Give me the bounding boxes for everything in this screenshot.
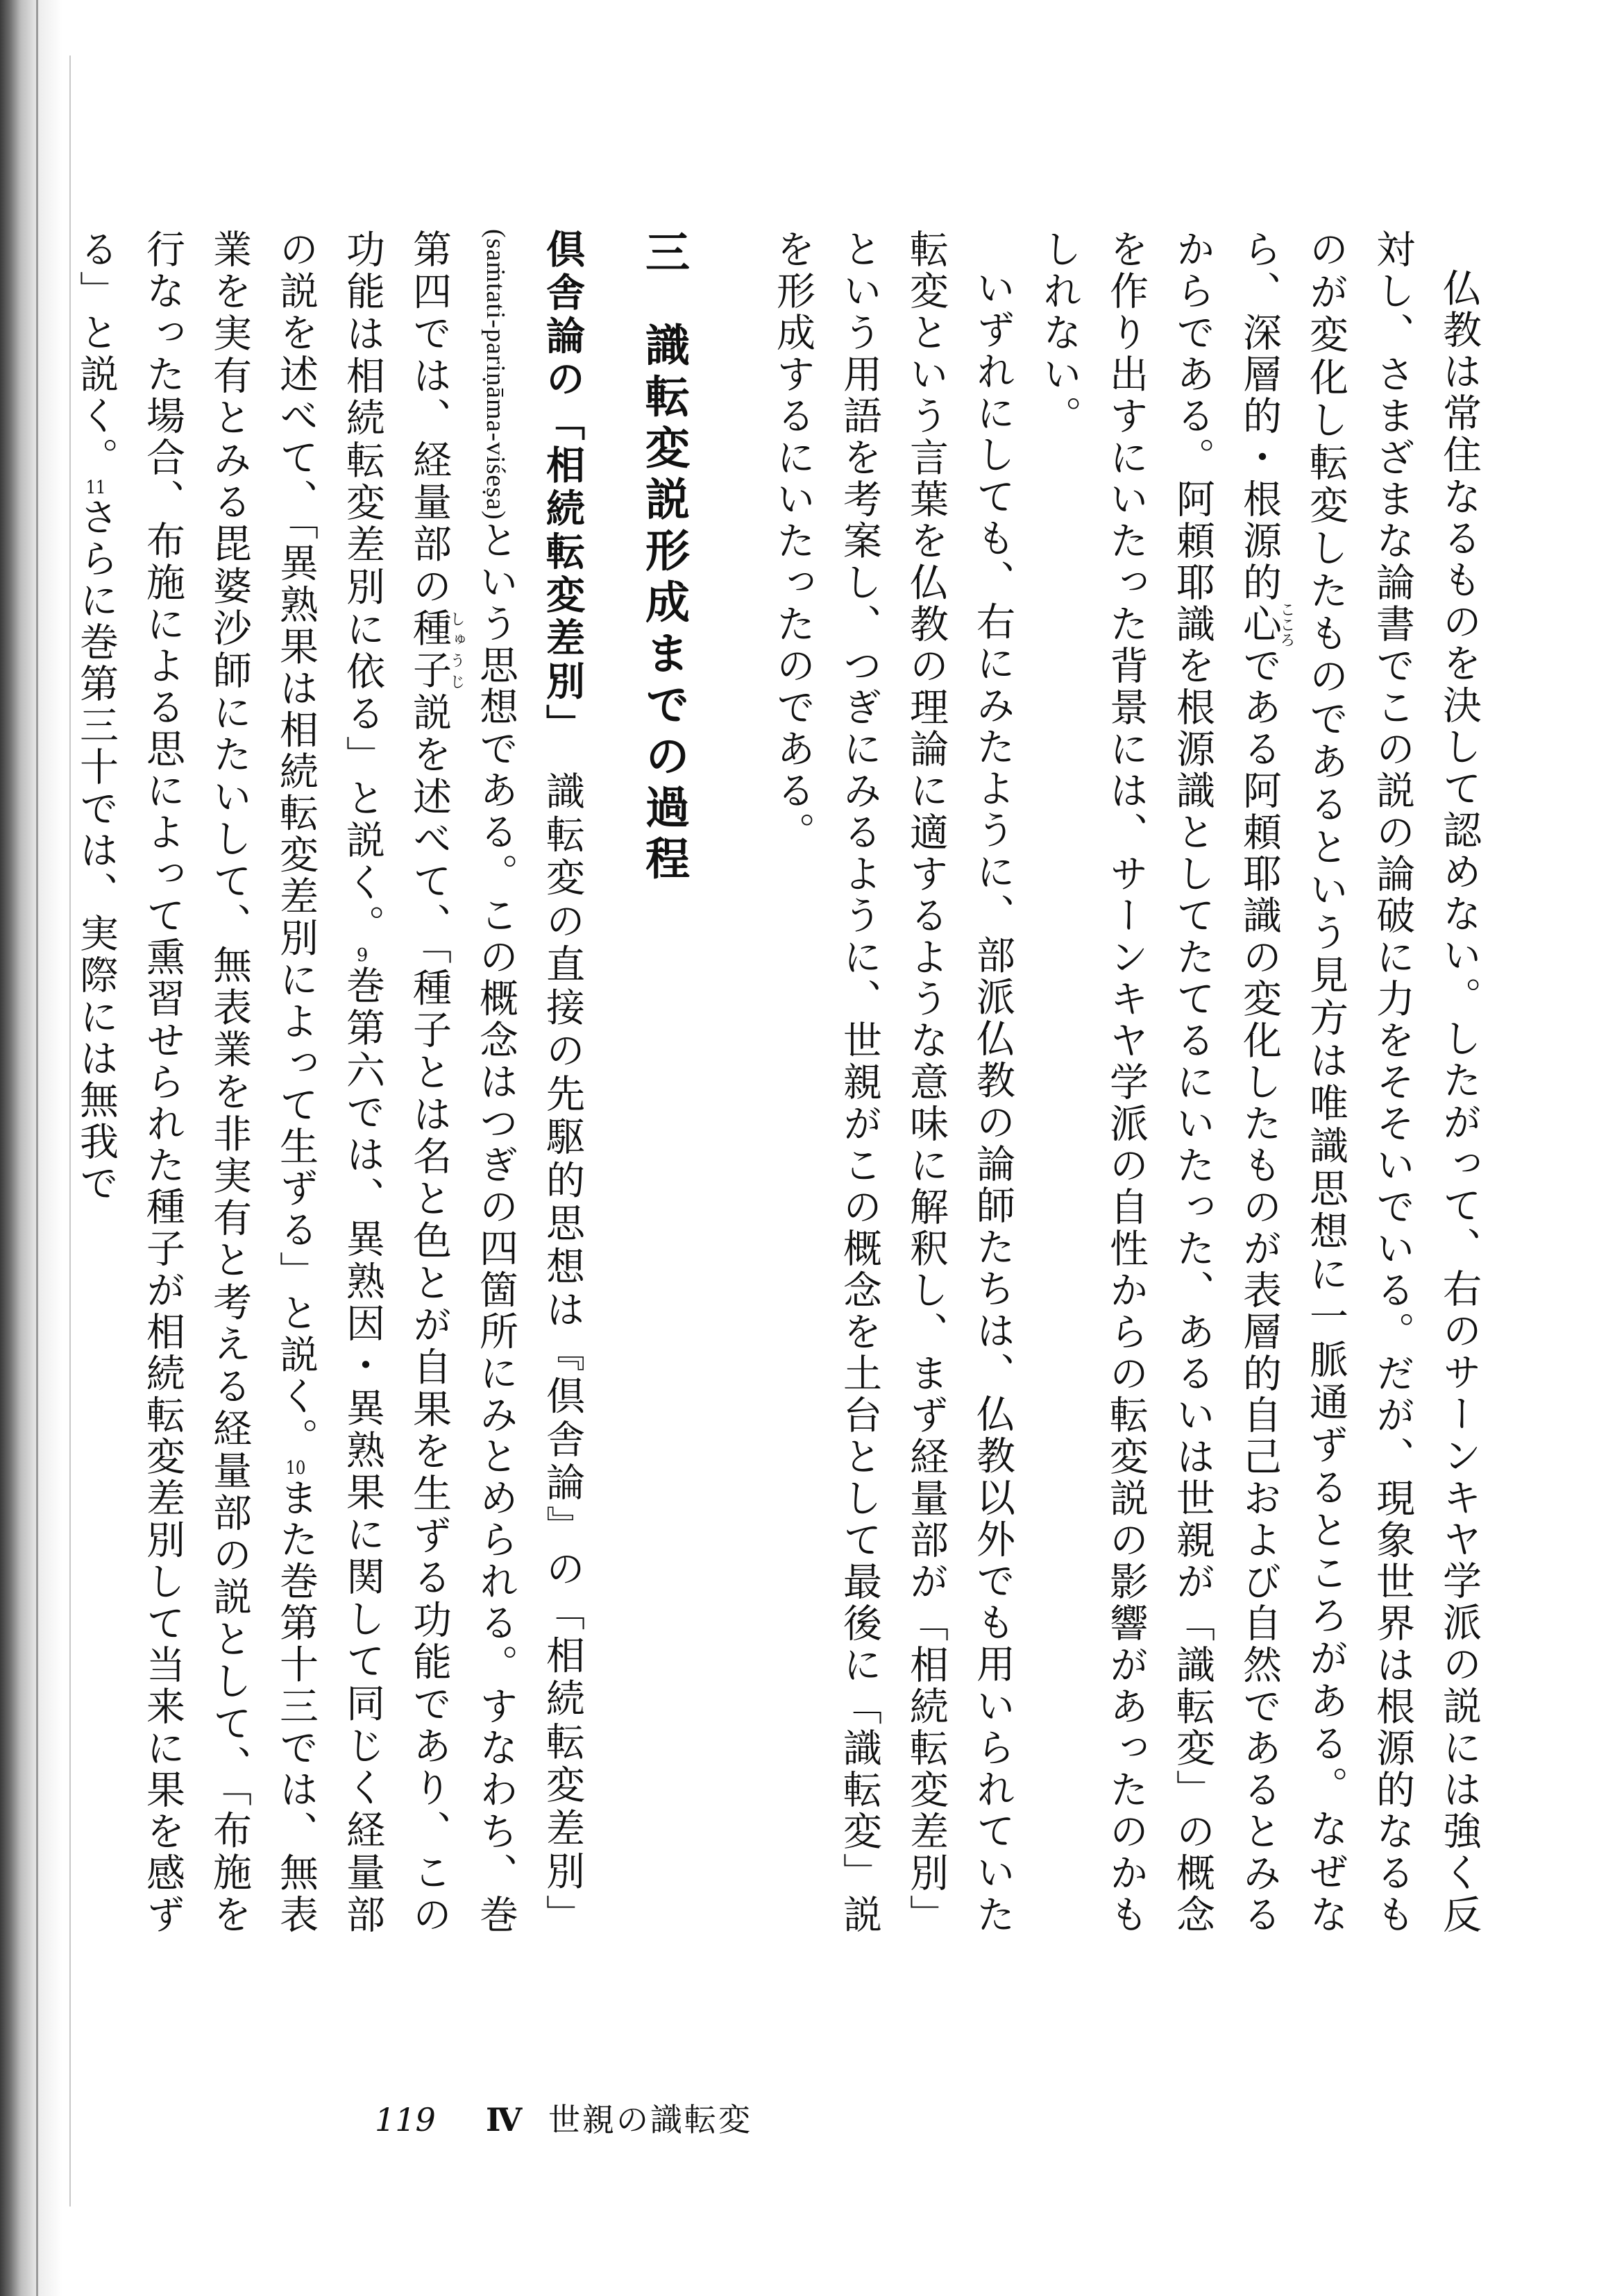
- page-number: 119: [375, 2101, 436, 2138]
- paragraph-3-text-c: 説を述べて、「種子とは名と色とが自果を生ずる功能であり、この功能は相続転変差別に依る」と説く。: [340, 229, 452, 1937]
- chapter-title: 世親の識転変: [548, 2101, 752, 2138]
- paragraph-1-text-a: 仏教は常住なるものを決して認めない。したがって、右のサーンキヤ学派の説には強く反対し、さまざまな論書でこの説の論破に力をそそいでいる。だが、現象世界は根源的なるものが変化し転変したものであるという見方は唯識思想に一脈通ずるところがある。なぜなら、深層的・根源的: [1237, 229, 1482, 1936]
- ruby-shuji-base: 種子: [407, 608, 452, 692]
- ruby-kokoro: [1237, 602, 1295, 647]
- paragraph-3-text-a: 識転変の直接の先駆的思想は『倶舎論』の「相続転変差別」: [540, 771, 585, 1937]
- section-heading: [630, 229, 697, 1936]
- paragraph-3-text-d: 巻第六では、異熟因・異熟果に関して同じく経量部の説を述べて、「異熟果は相続転変差別によって生ずる」と説く。: [273, 229, 385, 1936]
- section-title: 識転変説形成までの過程: [638, 322, 690, 887]
- paragraph-3-text-e: また巻第十三では、無表業を実有とみる毘婆沙師にたいして、無表業を非実有と考える経量部の説として、「布施を行なった場合、布施による思によって熏習せられた種子が相続転変差別して当来に果を感ずる」と説く。: [74, 229, 319, 1937]
- note-ref-10[interactable]: 10: [285, 1459, 306, 1478]
- paragraph-3-text-f: さらに巻第三十では、実際には無我で: [74, 497, 119, 1205]
- paragraph-1: [1026, 229, 1492, 1936]
- chapter-number: Ⅳ: [486, 2101, 523, 2138]
- ruby-kokoro-base: 心: [1237, 602, 1282, 647]
- paragraph-1-text-b: である阿頼耶識の変化したものが表層的自己および自然であるとみるからである。阿頼耶識を根源識としてたてるにいたった、あるいは世親が「識転変」の概念を作り出すにいたった背景には、サーンキヤ学派の自性からの転変説の影響があったのかもしれない。: [1037, 229, 1282, 1936]
- note-ref-11[interactable]: 11: [85, 479, 106, 497]
- section-heading-block: [630, 229, 697, 1936]
- ruby-kokoro-reading: こころ: [1278, 602, 1295, 647]
- note-ref-9[interactable]: 9: [356, 946, 369, 965]
- subsection-term: 倶舎論の「相続転変差別」: [540, 229, 585, 729]
- sanskrit-term: (saṁtati-pariṇāma-viśeṣa): [481, 229, 510, 520]
- binding-shadow: [0, 0, 62, 2296]
- ruby-shuji: [407, 608, 465, 692]
- section-number: 三: [638, 229, 690, 280]
- ruby-shuji-reading: しゅうじ: [448, 608, 465, 692]
- paragraph-2: いずれにしても、右にみたように、部派仏教の論師たちは、仏教以外でも用いられていた転変という言葉を仏教の理論に適するような意味に解釈し、まず経量部が「相続転変差別」という用語を考案し、つぎにみるように、世親がこの概念を土台として最後に「識転変」説を形成するにいたったのである。: [770, 229, 1015, 1936]
- page-footer: [375, 2095, 1277, 2144]
- vertical-text-body: [74, 229, 1492, 1937]
- paragraph-3-text-b: という思想である。この概念はつぎの四箇所にみとめられる。すなわち、巻第四では、経量部の: [407, 229, 518, 1936]
- binding-line: [36, 0, 38, 2296]
- paragraph-3: [62, 229, 595, 1936]
